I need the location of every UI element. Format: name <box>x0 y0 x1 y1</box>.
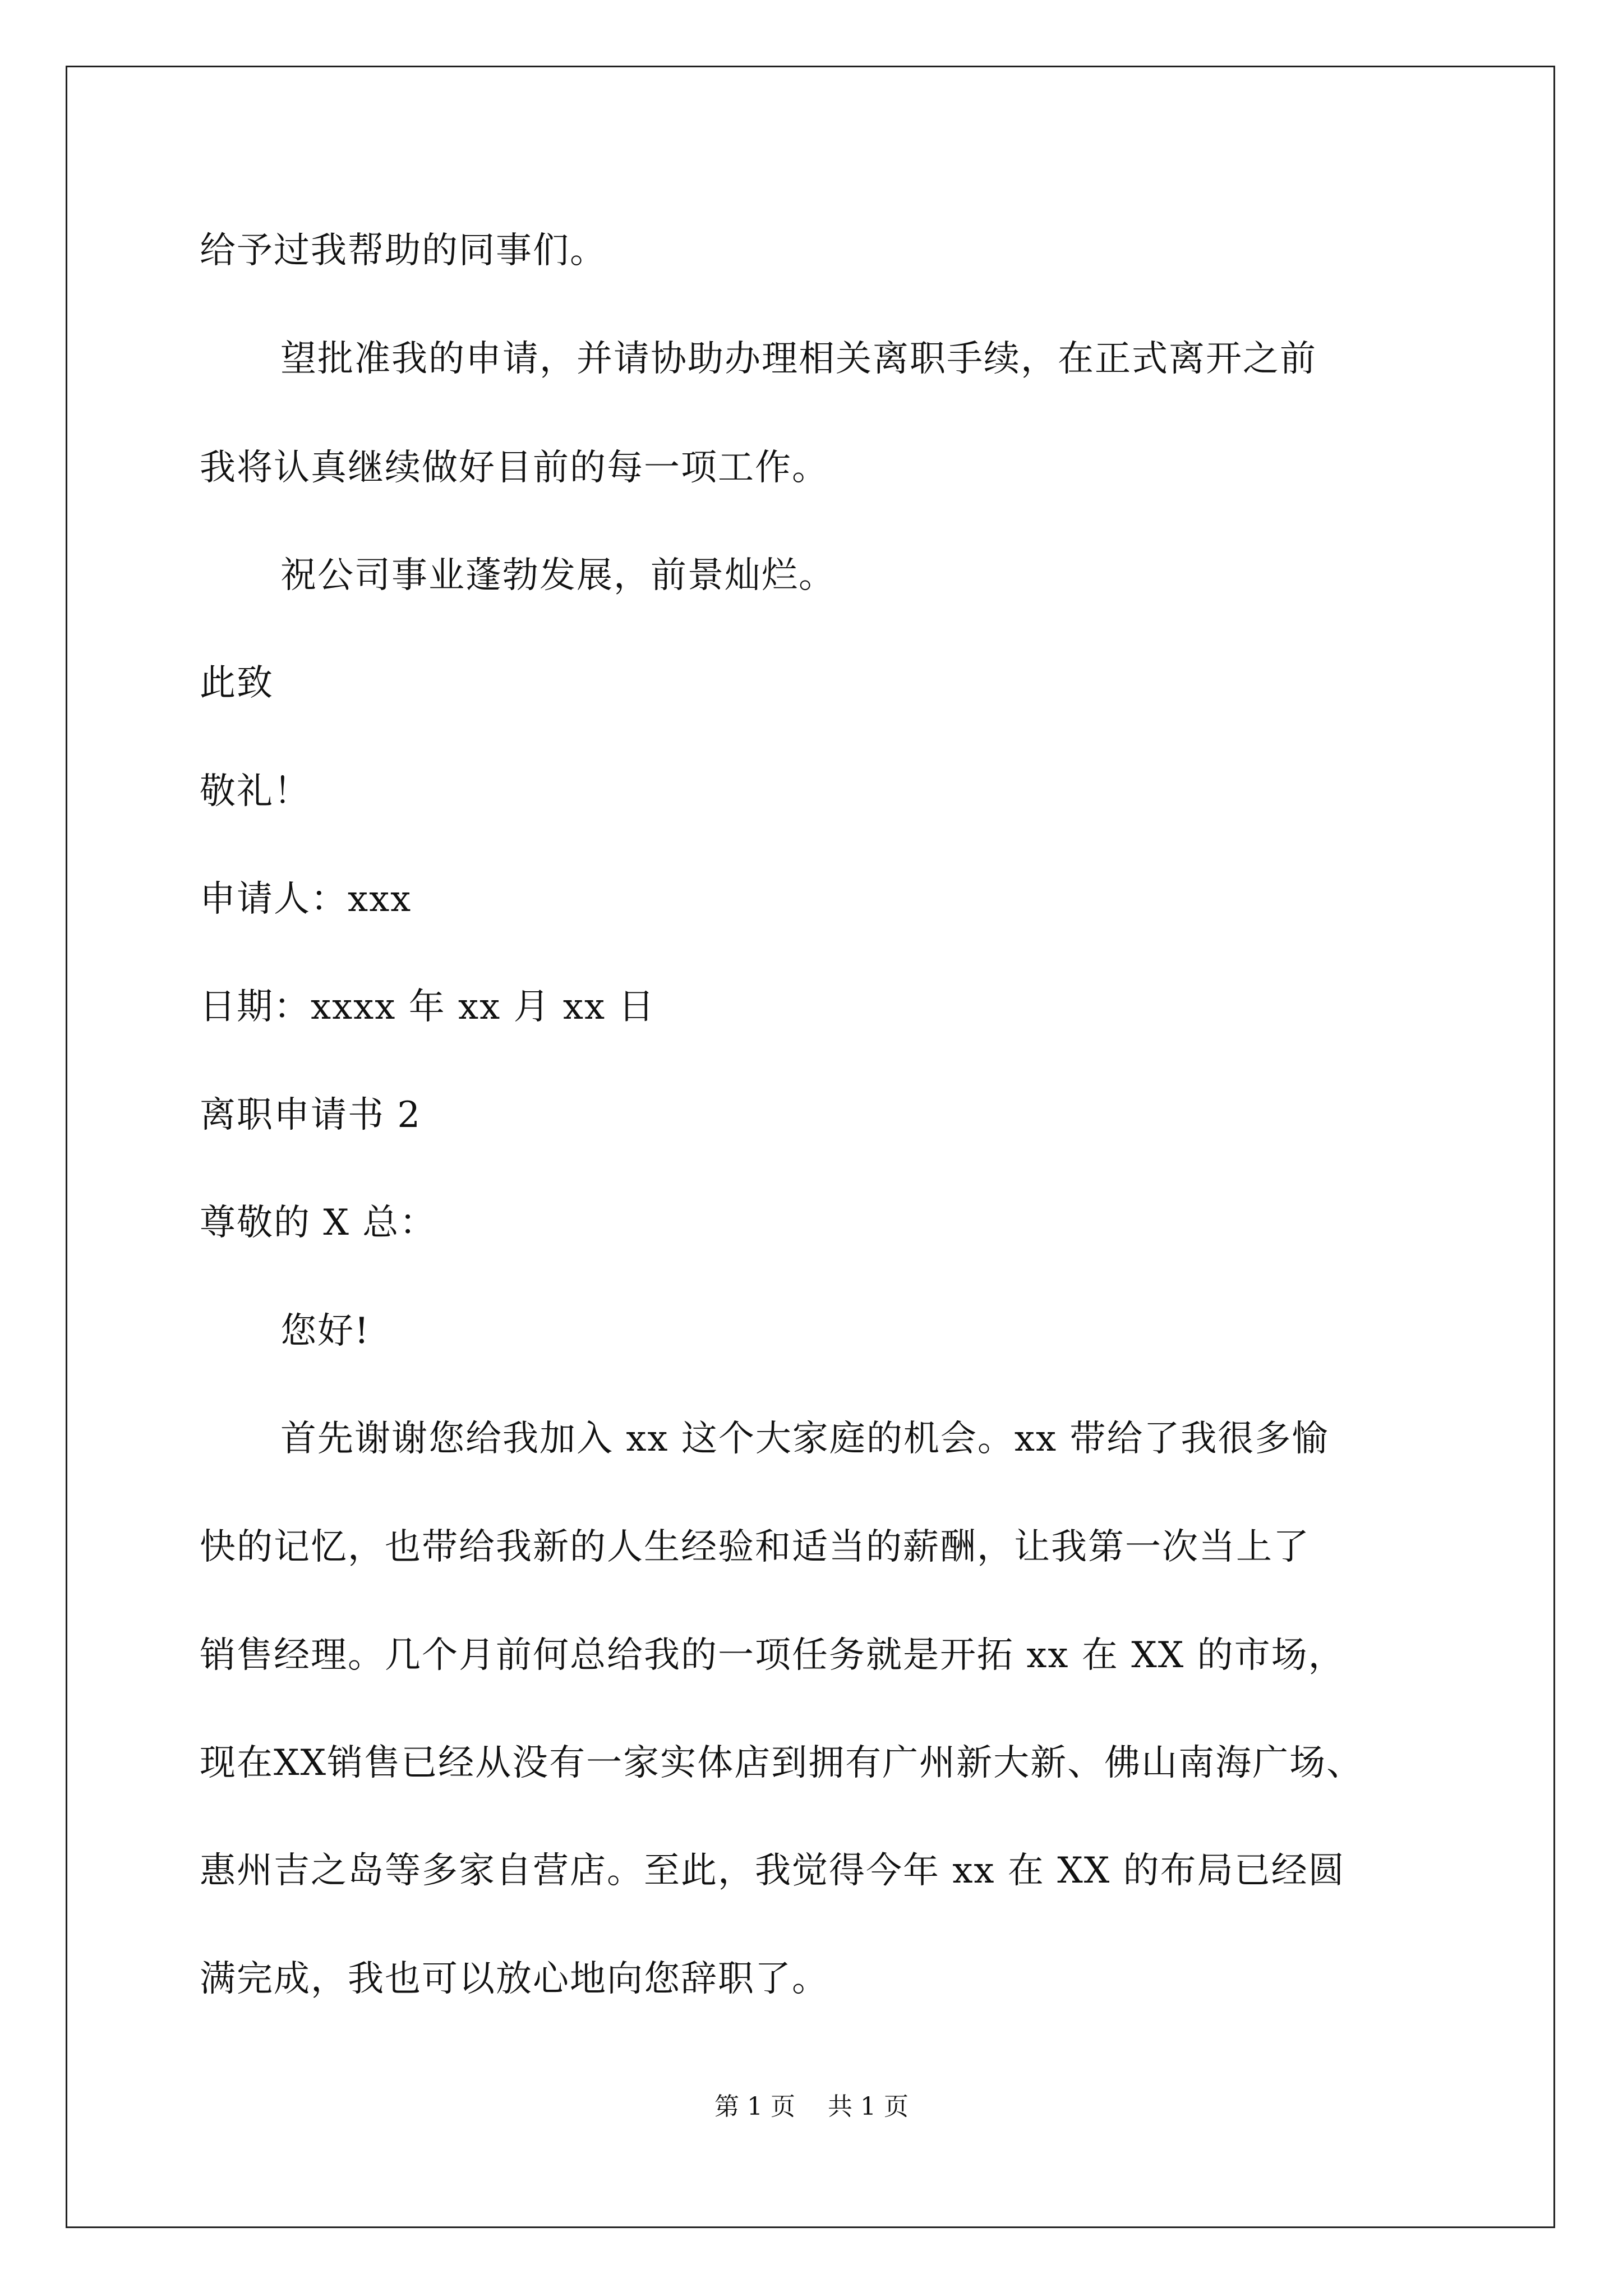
page-border <box>66 66 1555 2228</box>
page-footer <box>0 2091 1623 2123</box>
page-number: 第 1 页 <box>714 2092 795 2121</box>
text-line-2: 望批准我的申请，并请协助办理相关离职手续，在正式离开之前 <box>280 338 1317 380</box>
closing-salutation: 此致 <box>200 662 274 704</box>
text-line-15: 现在XX销售已经从没有一家实体店到拥有广州新大新、佛山南海广场、 <box>200 1742 1364 1784</box>
text-line-16: 惠州吉之岛等多家自营店。至此，我觉得今年 xx 在 XX 的布局已经圆 <box>200 1850 1345 1892</box>
greeting-hello: 您好! <box>280 1310 370 1352</box>
text-line-4: 祝公司事业蓬勃发展，前景灿烂。 <box>280 555 836 596</box>
text-line-1: 给予过我帮助的同事们。 <box>200 230 607 272</box>
applicant-line: 申请人：xxx <box>200 878 412 920</box>
page-total: 共 1 页 <box>828 2092 909 2121</box>
text-line-14: 销售经理。几个月前何总给我的一项任务就是开拓 xx 在 XX 的市场， <box>200 1635 1345 1676</box>
text-line-12: 首先谢谢您给我加入 xx 这个大家庭的机会。xx 带给了我很多愉 <box>280 1418 1329 1460</box>
text-line-13: 快的记忆，也带给我新的人生经验和适当的薪酬，让我第一次当上了 <box>200 1526 1310 1568</box>
section-title: 离职申请书 2 <box>200 1094 422 1136</box>
date-line: 日期：xxxx 年 xx 月 xx 日 <box>200 986 656 1028</box>
text-line-3: 我将认真继续做好目前的每一项工作。 <box>200 447 829 489</box>
greeting-recipient: 尊敬的 X 总： <box>200 1202 437 1244</box>
closing-regards: 敬礼！ <box>200 771 311 812</box>
text-line-17: 满完成，我也可以放心地向您辞职了。 <box>200 1958 829 2000</box>
